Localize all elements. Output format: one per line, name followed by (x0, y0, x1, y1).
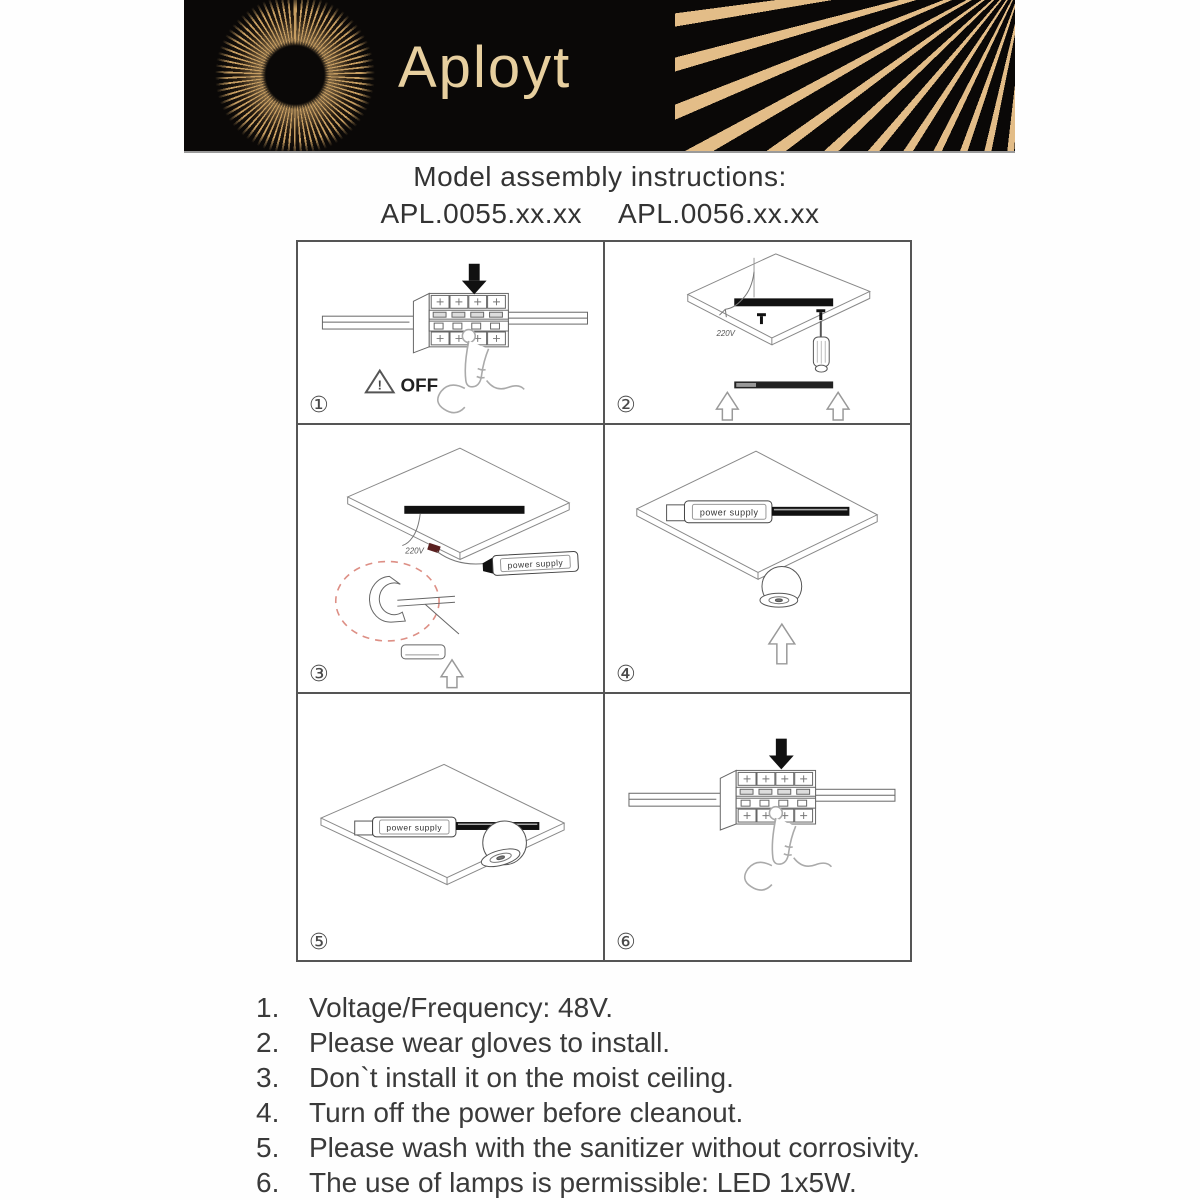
model-number-right: APL.0056.xx.xx (618, 198, 820, 229)
page-title: Model assembly instructions: (413, 161, 787, 192)
note-number: 3. (256, 1062, 280, 1093)
connector-detail (369, 576, 458, 634)
diagram-power-on (605, 694, 910, 960)
press-down-arrow-icon (769, 739, 794, 770)
model-number-left: APL.0055.xx.xx (380, 198, 582, 229)
instruction-step-5 (297, 693, 604, 961)
diagram-connect-power-supply (298, 425, 603, 692)
warning-triangle-icon (366, 371, 394, 393)
model-numbers (0, 198, 1200, 230)
power-supply-label: power supply (386, 822, 443, 833)
note-number: 6. (256, 1167, 280, 1198)
step-number: ③ (309, 662, 329, 687)
brand-wordmark: Aployt (398, 35, 572, 100)
note-item (256, 1169, 1016, 1197)
connector-cover (401, 645, 445, 659)
spotlight (760, 566, 802, 607)
mounting-bar (734, 298, 833, 306)
instruction-step-6 (604, 693, 911, 961)
up-arrow-icon (769, 624, 795, 664)
step-number: ⑤ (309, 930, 329, 955)
up-arrow-icon (441, 660, 463, 688)
note-item (256, 994, 1016, 1022)
note-text: The use of lamps is permissible: LED 1x5W. (309, 1167, 857, 1198)
title-block (0, 161, 1200, 230)
note-number: 2. (256, 1027, 280, 1058)
diagram-mount-bracket (605, 242, 910, 423)
note-item (256, 1099, 1016, 1127)
track-rail (734, 381, 833, 388)
diagram-attach-spotlight (605, 425, 910, 692)
up-arrows (716, 392, 849, 420)
notes-list (256, 994, 1016, 1200)
instruction-step-2 (604, 241, 911, 424)
voltage-label: 220V (716, 328, 735, 338)
note-item (256, 1134, 1016, 1162)
instruction-step-4 (604, 424, 911, 693)
sunburst-rays (206, 0, 384, 153)
note-item (256, 1029, 1016, 1057)
note-text: Don`t install it on the moist ceiling. (309, 1062, 734, 1093)
corner-rays-icon (675, 0, 1015, 151)
breaker-box (720, 770, 815, 830)
note-number: 1. (256, 992, 280, 1023)
step-number: ② (616, 393, 636, 418)
screwdriver-icon (813, 321, 829, 372)
instruction-grid (296, 240, 912, 962)
press-down-arrow-icon (462, 264, 487, 295)
power-supply-unit (482, 551, 578, 576)
note-number: 5. (256, 1132, 280, 1163)
step-number: ⑥ (616, 930, 636, 955)
diagram-assembled (298, 694, 603, 960)
ceiling (348, 448, 570, 559)
instruction-step-3 (297, 424, 604, 693)
track-rail (404, 506, 524, 514)
note-number: 4. (256, 1097, 280, 1128)
note-text: Please wash with the sanitizer without corrosivity. (309, 1132, 921, 1163)
power-supply-label: power supply (507, 557, 564, 571)
sunburst-logo-icon (206, 0, 384, 153)
step-number: ① (309, 393, 329, 418)
diagram-power-off (298, 242, 603, 423)
breaker-box (413, 293, 508, 352)
voltage-label: 220V (405, 546, 424, 556)
step-number: ④ (616, 662, 636, 687)
instruction-step-1 (297, 241, 604, 424)
detail-zoom-circle (336, 561, 439, 640)
power-supply-label: power supply (699, 507, 759, 518)
note-text: Please wear gloves to install. (309, 1027, 671, 1058)
note-text: Turn off the power before cleanout. (309, 1097, 744, 1128)
brand-banner (184, 0, 1015, 153)
note-text: Voltage/Frequency: 48V. (309, 992, 614, 1023)
svg-text:!: ! (377, 377, 382, 393)
off-label: OFF (400, 374, 439, 396)
note-item (256, 1064, 1016, 1092)
